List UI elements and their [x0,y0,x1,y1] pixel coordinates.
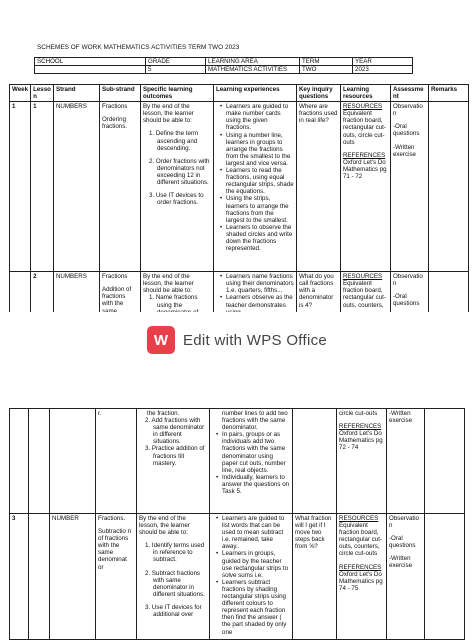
assessment-item: Observatio n [392,273,423,288]
experience-item: • Learners observe as the teacher demonstrates [216,294,294,315]
lesson-cell: 2 [33,273,37,281]
week-cell: 1 [12,103,16,111]
substrand-cell: r. [96,409,137,514]
resources-list: Equivalent fraction board, rectangular cut-outs, counters, [342,280,386,309]
experience-item: • Learners are guided to list words that can be used to mean subtract i.e. remained, take away.. [212,515,290,550]
wps-logo-icon: W [147,326,175,354]
experience-item: • Individually, learners to answer the questions on Task 5. [212,474,290,495]
references-heading: REFERENCES [339,563,382,571]
slo-item: 2. Subtract fractions with same denominator in different situations. [145,569,205,598]
col-strand: Strand [53,85,99,102]
lesson-cell [29,514,50,640]
info-header-learning-area: LEARNING AREA [206,58,300,66]
experience-item: • Learners to observe the shaded circles and write down the fractions represented. [216,224,294,252]
slo-item: 3. Use IT devices to order fractions. [148,192,204,207]
slo-cell [140,102,213,272]
col-resources: Learning resources [340,85,390,102]
info-header-term: TERM [300,58,353,66]
assessment-cell [387,514,425,640]
lesson-cell: 1 [33,103,37,111]
kiq-cell: What do you call fractions with a denominator is 4? [296,272,340,324]
remarks-cell [425,409,465,514]
resources-cell [337,409,387,514]
kiq-cell [293,409,337,514]
substrand-topic: Addition of fractions with the [101,286,132,308]
info-header-row [35,58,413,66]
info-header-year: YEAR [353,58,413,66]
assessment-item: Observatio n [392,103,423,118]
references-heading: REFERENCES [339,423,382,431]
info-value-term: TWO [300,66,353,74]
week-cell: 3 [12,515,16,522]
substrand-name: Fractions [101,103,128,111]
col-kiq: Key inquiry questions [296,85,340,102]
strand-cell [50,409,96,514]
experience-item: • In pairs, groups or as individuals add two fractions with the same denominator using paper cut outs, number line, real objects. [212,431,290,474]
assessment-cell [390,102,428,272]
assessment-cell: -Written exercise [387,409,425,514]
slo-item: 1. Identify terms used in reference to subtract. [145,542,205,564]
substrand-name: Fractions. [98,515,126,522]
table-row [10,102,469,272]
experiences-cell [210,514,293,640]
resources-heading: RESOURCES [342,273,383,281]
col-substrand: Sub-strand [99,85,140,102]
info-header-grade: GRADE [146,58,206,66]
slo-item: 1. Define the term ascending and descending. [148,130,199,152]
experience-item: • Learners are guided to make number cards using the given fractions. [216,103,294,131]
slo-intro: By the end of the lesson, the learner should be able to: [139,515,190,537]
col-week: Week [10,85,31,102]
col-lesson: Lesso n [31,85,54,102]
resources-list: circle cut-outs [339,410,378,417]
assessment-item: -Oral questions [392,293,420,308]
info-value-row [35,66,413,74]
references-text: Oxford Let's Do Mathematics pg 74 - 75 [339,570,383,592]
assessment-item: -Written exercise [392,143,416,158]
info-value-grade: 5 [146,66,206,74]
col-assessment: Assessme nt [390,85,428,102]
info-value-year: 2023 [353,66,413,74]
resources-cell [337,514,387,640]
wps-banner-text: Edit with WPS Office [182,331,328,349]
resources-cell [340,102,390,272]
resources-list: Equivalent fraction board, rectangular cut-outs, counters, circle cut-outs [339,522,382,558]
substrand-cell [96,514,137,640]
table-row [10,409,465,514]
assessment-item: -Oral questions [392,123,420,138]
resources-list: Equivalent fraction board, rectangular cut-outs, circle cut-outs [342,110,386,146]
scheme-table-page1 [9,84,469,324]
experiences-cell [210,409,293,514]
references-text: Oxford Let's Do Mathematics pg 71 - 72 [342,158,387,181]
slo-cell [137,514,210,640]
experience-item: • Learners in groups, guided by the teacher use rectangular strips to solve sums i.e. [212,550,290,578]
slo-cell [137,409,210,514]
experience-item: • Learners subtract fractions by shading rectangular strips using different colours to represent each fraction then find the answer ( the part shaded by only one [212,579,290,636]
experience-item: • Learners name fractions using their denominators 1.e. quarters, fifths... [216,273,294,294]
strand-cell: NUMBERS [53,272,99,324]
experiences-cell [213,102,296,272]
resources-heading: RESOURCES [342,103,383,111]
col-remarks: Remarks [428,85,468,102]
slo-item: 1. Name fractions using the [148,294,198,309]
slo-intro: By the end of the lesson, the learner should be able to: [142,103,194,125]
week-cell [10,409,29,514]
experience-continued: number lines to add two fractions with the same denominator. [222,410,288,432]
assessment-item: Observatio n [389,515,419,530]
assessment-item: -Written exercise [389,555,413,570]
lesson-cell [29,409,50,514]
experience-item: • Using a number line, learners in groups to arrange the fractions from the smallest to the largest and vice versa. [216,132,294,167]
header-row [10,85,469,102]
substrand-topic: Subtractio n of fractions with the same denominat or [98,528,132,571]
wps-edit-banner[interactable] [0,312,474,368]
slo-intro: By the end of the lesson, the learner should be able to: [142,273,194,295]
references-heading: REFERENCES [342,151,386,159]
slo-continued: the fraction. [147,410,180,417]
substrand-cell [99,102,140,272]
page-title: SCHEMES OF WORK MATHEMATICS ACTIVITIES TERM TWO 2023 [37,44,240,51]
col-experiences: Learning experiences [213,85,296,102]
info-header-school: SCHOOL [35,58,146,66]
slo-item: 3. Practice addition of fractions till mastery. [145,445,205,467]
experience-item: • Using the strips, learners to arrange the fractions from the largest to the smallest. [216,195,294,223]
references-text: Oxford Let's Do Mathematics pg 72 - 74 [339,430,383,452]
info-value-learning-area: MATHEMATICS ACTIVITIES [206,66,300,74]
slo-item: 2. Add fractions with same denominator in different situations. [145,417,205,446]
remarks-cell [425,514,465,640]
substrand-topic: Ordering fractions. [101,116,128,131]
substrand-name: Fractions [101,273,128,281]
remarks-cell [428,102,468,272]
strand-cell: NUMBERS [53,102,99,272]
info-table [34,57,413,74]
resources-heading: RESOURCES [339,515,379,522]
info-value-school [35,66,146,74]
kiq-cell: Where are fractions used in real life? [296,102,340,272]
assessment-item: -Oral questions [389,535,416,550]
slo-item: 3. Use IT devices for additional over [145,603,202,619]
strand-cell: NUMBER [50,514,96,640]
experience-item: • Learners to read the fractions, using equal rectangular strips, shade the equations. [216,167,294,195]
slo-item: 2. Order fractions with denominators not exceeding 12 in different situations. [148,157,210,187]
scheme-table-page2 [9,408,465,640]
col-slo: Specific learning outcomes [140,85,213,102]
table-row [10,514,465,640]
kiq-cell: What fraction will I get if I move two steps back from ⅝? [293,514,337,640]
